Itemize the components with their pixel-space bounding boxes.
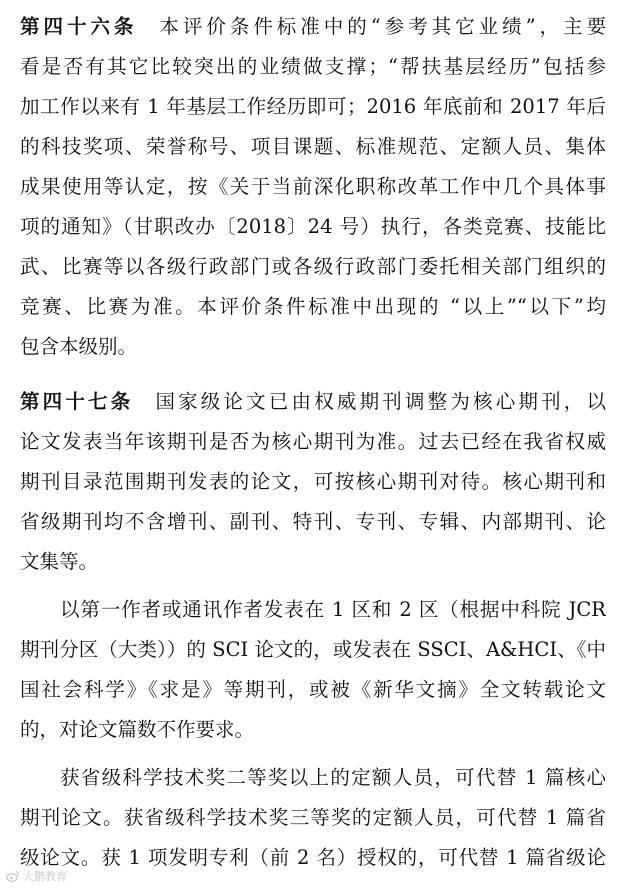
paragraph-line: 加工作以来有 1 年基层工作经历即可；2016 年底前和 2017 年后	[20, 95, 606, 118]
paragraph-line: 的科技奖项、荣誉称号、项目课题、标准规范、定额人员、集体	[20, 135, 606, 158]
paragraph-line: 文集等。	[20, 550, 99, 573]
paragraph-line: 第四十七条 国家级论文已由权威期刊调整为核心期刊，以	[20, 390, 606, 413]
paragraph-line: 省级期刊均不含增刊、副刊、特刊、专刊、专辑、内部期刊、论	[20, 510, 606, 533]
paragraph-line: 看是否有其它比较突出的业绩做支撑；“帮扶基层经历”包括参	[20, 55, 606, 78]
paragraph-line: 期刊分区（大类））的 SCI 论文的，或发表在 SSCI、A&HCI、《中	[20, 638, 606, 661]
paragraph-line: 成果使用等认定，按《关于当前深化职称改革工作中几个具体事	[20, 175, 606, 198]
weibo-logo-icon	[6, 869, 20, 883]
paragraph-line: 竞赛、比赛为准。本评价条件标准中出现的 “以上”“以下”均	[20, 295, 606, 318]
article-number: 第四十六条	[20, 15, 138, 38]
watermark-text: 大鹏教育	[23, 870, 67, 883]
paragraph-line: 级论文。获 1 项发明专利（前 2 名）授权的，可代替 1 篇省级论	[20, 846, 606, 869]
paragraph-line: 获省级科学技术奖二等奖以上的定额人员，可代替 1 篇核心	[60, 766, 606, 789]
article-number: 第四十七条	[20, 390, 134, 413]
paragraph-line: 期刊论文。获省级科学技术奖三等奖的定额人员，可代替 1 篇省	[20, 806, 606, 829]
paragraph-line: 包含本级别。	[20, 335, 138, 358]
paragraph-line: 的，对论文篇数不作要求。	[20, 718, 255, 741]
paragraph-line: 期刊目录范围期刊发表的论文，可按核心期刊对待。核心期刊和	[20, 470, 606, 493]
paragraph-line: 第四十六条 本评价条件标准中的“参考其它业绩”，主要	[20, 15, 606, 38]
paragraph-line: 以第一作者或通讯作者发表在 1 区和 2 区（根据中科院 JCR	[60, 598, 606, 621]
paragraph-line: 国社会科学》《求是》等期刊，或被《新华文摘》全文转载论文	[20, 678, 606, 701]
watermark	[6, 868, 67, 884]
paragraph-line: 武、比赛等以各级行政部门或各级行政部门委托相关部门组织的	[20, 255, 606, 278]
paragraph-line: 项的通知》（甘职改办〔2018〕24 号）执行，各类竞赛、技能比	[20, 215, 606, 238]
paragraph-line: 论文发表当年该期刊是否为核心期刊为准。过去已经在我省权威	[20, 430, 606, 453]
